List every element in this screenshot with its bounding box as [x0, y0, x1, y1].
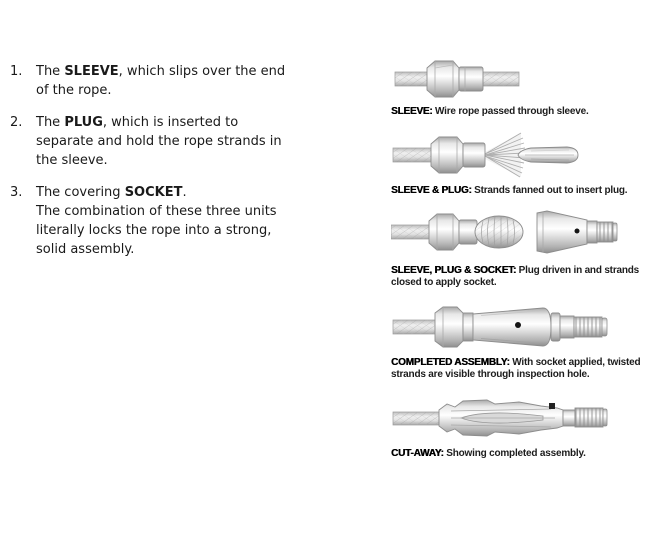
list-item-number: 2. [10, 115, 23, 130]
figure-sleeve-plug-socket [391, 204, 646, 289]
list-item-line: the sleeve. [36, 153, 108, 168]
figure-caption [391, 106, 643, 118]
figure-sleeve-plug [391, 129, 646, 197]
list-item-text [36, 183, 355, 259]
list-item-line: solid assembly. [36, 242, 135, 257]
caption-label: SLEEVE & PLUG: [391, 185, 472, 196]
figure-caption [391, 265, 643, 289]
figure-sleeve [391, 56, 646, 118]
caption-label: COMPLETED ASSEMBLY: [391, 357, 510, 368]
list-item [10, 113, 355, 170]
caption-label: SLEEVE, PLUG & SOCKET: [391, 265, 517, 276]
sleeve-plug-socket-illustration [391, 204, 641, 261]
completed-assembly-illustration [391, 301, 641, 353]
inspection-hole [515, 322, 521, 328]
list-item-line: The PLUG, which is inserted to [36, 115, 239, 130]
sleeve-illustration [391, 56, 641, 102]
list-item-number: 3. [10, 185, 23, 200]
list-item-number: 1. [10, 64, 23, 79]
list-item-line: The SLEEVE, which slips over the end [36, 64, 286, 79]
caption-text: Showing completed assembly. [446, 448, 586, 459]
instruction-list [10, 62, 355, 272]
cutaway-illustration [391, 394, 641, 444]
cutaway-mark [549, 403, 555, 409]
list-item-line: The covering SOCKET. [36, 185, 187, 200]
caption-text: Strands fanned out to insert plug. [474, 185, 628, 196]
list-item-text [36, 113, 355, 170]
figure-cutaway [391, 394, 646, 460]
list-item [10, 62, 355, 100]
caption-text: Wire rope passed through sleeve. [434, 106, 589, 117]
list-item-line: literally locks the rope into a strong, [36, 223, 272, 238]
list-item-line: separate and hold the rope strands in [36, 134, 282, 149]
figure-caption [391, 448, 643, 460]
sleeve-plug-illustration [391, 129, 641, 181]
list-item-text [36, 62, 355, 100]
caption-label: SLEEVE: [391, 106, 433, 117]
list-item-line: of the rope. [36, 83, 112, 98]
caption-text: Plug driven in and strands closed to apply socket. [391, 265, 640, 288]
list-item-line: The combination of these three units [36, 204, 277, 219]
figure-caption [391, 185, 643, 197]
figure-completed-assembly [391, 301, 646, 381]
caption-label: CUT-AWAY: [391, 448, 444, 459]
inspection-hole [575, 229, 580, 234]
figure-caption [391, 357, 643, 381]
list-item [10, 183, 355, 259]
caption-text: With socket applied, twisted strands are visible through inspection hole. [391, 357, 641, 380]
